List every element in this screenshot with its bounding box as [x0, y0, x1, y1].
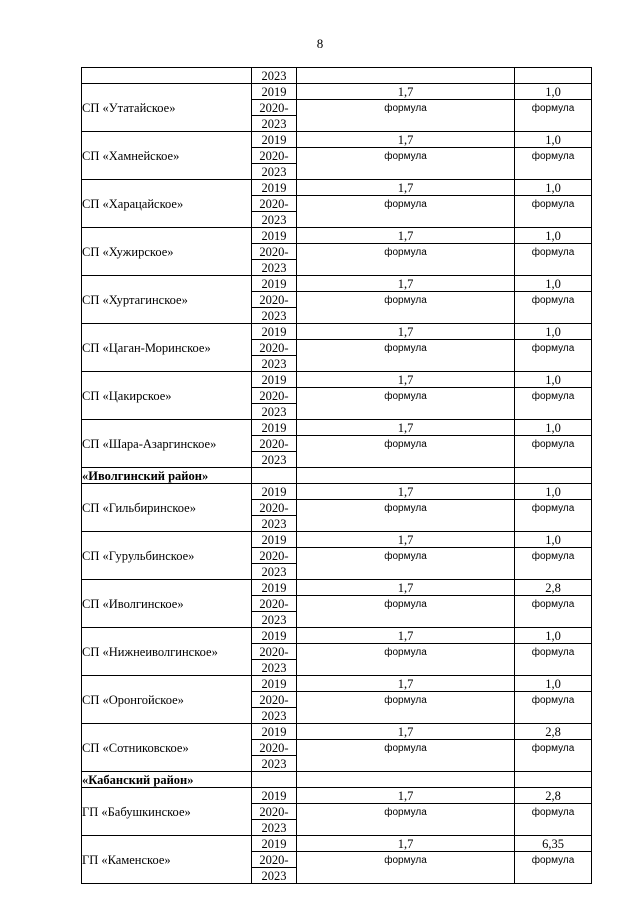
table-row [82, 420, 592, 436]
year-cell: 2020- [252, 292, 297, 308]
value-cell: 2,8 [515, 788, 592, 804]
year-cell: 2020- [252, 436, 297, 452]
formula-label: формула [384, 391, 427, 402]
formula-cell [515, 244, 592, 276]
value-cell: 1,7 [297, 324, 515, 340]
empty-cell [252, 468, 297, 484]
formula-cell [515, 340, 592, 372]
formula-label: формула [531, 743, 575, 754]
formula-label: формула [531, 503, 575, 514]
formula-cell [297, 692, 515, 724]
year-cell: 2020- [252, 548, 297, 564]
table-row [82, 532, 592, 548]
formula-cell [297, 244, 515, 276]
settlement-name: СП «Нижнеиволгинское» [82, 628, 252, 676]
value-cell [515, 68, 592, 84]
value-cell: 1,0 [515, 180, 592, 196]
formula-label: формула [531, 247, 575, 258]
formula-label: формула [531, 855, 575, 866]
formula-label: формула [384, 695, 427, 706]
year-cell: 2019 [252, 836, 297, 852]
page-number: 8 [316, 36, 324, 51]
formula-label: формула [531, 599, 575, 610]
formula-cell [297, 292, 515, 324]
year-cell: 2023 [252, 820, 297, 836]
value-cell [297, 68, 515, 84]
formula-cell [297, 852, 515, 884]
formula-label: формула [384, 743, 427, 754]
formula-label: формула [384, 295, 427, 306]
value-cell: 1,7 [297, 132, 515, 148]
settlement-name: СП «Цаган-Моринское» [82, 324, 252, 372]
region-row [82, 772, 592, 788]
value-cell: 1,0 [515, 84, 592, 100]
year-cell: 2019 [252, 372, 297, 388]
table-row [82, 628, 592, 644]
value-cell: 1,0 [515, 676, 592, 692]
empty-cell [297, 468, 515, 484]
year-cell: 2020- [252, 692, 297, 708]
formula-cell [297, 804, 515, 836]
formula-cell [515, 148, 592, 180]
year-cell: 2019 [252, 788, 297, 804]
year-cell: 2023 [252, 708, 297, 724]
formula-label: формула [531, 439, 575, 450]
table-row [82, 724, 592, 740]
table-row [82, 84, 592, 100]
value-cell: 1,0 [515, 484, 592, 500]
formula-label: формула [531, 295, 575, 306]
value-cell: 6,35 [515, 836, 592, 852]
table-row [82, 580, 592, 596]
year-cell: 2023 [252, 564, 297, 580]
empty-cell [515, 772, 592, 788]
settlement-name: ГП «Бабушкинское» [82, 788, 252, 836]
year-cell: 2023 [252, 452, 297, 468]
year-cell: 2020- [252, 596, 297, 612]
region-row [82, 468, 592, 484]
value-cell: 1,0 [515, 628, 592, 644]
year-cell: 2019 [252, 580, 297, 596]
table-row [82, 132, 592, 148]
settlement-name: СП «Шара-Азаргинское» [82, 420, 252, 468]
formula-label: формула [384, 343, 427, 354]
formula-cell [297, 196, 515, 228]
formula-cell [297, 644, 515, 676]
settlement-name: СП «Харацайское» [82, 180, 252, 228]
formula-label: формула [384, 551, 427, 562]
empty-cell [252, 772, 297, 788]
year-cell: 2019 [252, 724, 297, 740]
settlement-name: СП «Утатайское» [82, 84, 252, 132]
value-cell: 1,7 [297, 228, 515, 244]
settlement-name: СП «Хамнейское» [82, 132, 252, 180]
formula-cell [297, 740, 515, 772]
year-cell: 2019 [252, 532, 297, 548]
value-cell: 1,7 [297, 788, 515, 804]
value-cell: 1,7 [297, 484, 515, 500]
formula-cell [515, 436, 592, 468]
value-cell: 1,0 [515, 420, 592, 436]
year-cell: 2023 [252, 756, 297, 772]
formula-label: формула [384, 247, 427, 258]
formula-label: формула [384, 807, 427, 818]
table-row [82, 228, 592, 244]
formula-label: формула [384, 151, 427, 162]
formula-label: формула [531, 695, 575, 706]
formula-cell [515, 388, 592, 420]
year-cell: 2023 [252, 68, 297, 84]
formula-label: формула [384, 855, 427, 866]
table-row [82, 68, 592, 84]
year-cell: 2019 [252, 84, 297, 100]
year-cell: 2019 [252, 180, 297, 196]
formula-label: формула [384, 103, 427, 114]
formula-cell [515, 596, 592, 628]
year-cell: 2023 [252, 212, 297, 228]
formula-cell [515, 100, 592, 132]
formula-label: формула [531, 391, 575, 402]
formula-cell [297, 340, 515, 372]
formula-cell [515, 644, 592, 676]
settlement-name: СП «Гильбиринское» [82, 484, 252, 532]
year-cell: 2019 [252, 276, 297, 292]
value-cell: 1,0 [515, 324, 592, 340]
formula-cell [297, 148, 515, 180]
empty-cell [297, 772, 515, 788]
year-cell: 2019 [252, 484, 297, 500]
formula-cell [515, 804, 592, 836]
year-cell: 2023 [252, 660, 297, 676]
rates-table [81, 67, 592, 884]
formula-label: формула [531, 807, 575, 818]
formula-label: формула [531, 551, 575, 562]
formula-label: формула [384, 199, 427, 210]
settlement-name: СП «Хуртагинское» [82, 276, 252, 324]
formula-cell [297, 436, 515, 468]
settlement-name: СП «Иволгинское» [82, 580, 252, 628]
value-cell: 1,7 [297, 84, 515, 100]
year-cell: 2019 [252, 420, 297, 436]
settlement-name: СП «Сотниковское» [82, 724, 252, 772]
year-cell: 2020- [252, 388, 297, 404]
year-cell: 2023 [252, 356, 297, 372]
formula-cell [515, 500, 592, 532]
settlement-name: СП «Цакирское» [82, 372, 252, 420]
region-name: «Кабанский район» [82, 772, 252, 788]
table-row [82, 372, 592, 388]
value-cell: 1,7 [297, 836, 515, 852]
settlement-name: СП «Гурульбинское» [82, 532, 252, 580]
formula-label: формула [384, 503, 427, 514]
value-cell: 1,0 [515, 372, 592, 388]
table-row [82, 788, 592, 804]
year-cell: 2020- [252, 340, 297, 356]
year-cell: 2019 [252, 324, 297, 340]
year-cell: 2019 [252, 228, 297, 244]
formula-label: формула [531, 151, 575, 162]
value-cell: 1,7 [297, 276, 515, 292]
value-cell: 1,7 [297, 676, 515, 692]
formula-cell [515, 852, 592, 884]
formula-label: формула [531, 103, 575, 114]
value-cell: 1,0 [515, 132, 592, 148]
empty-cell [515, 468, 592, 484]
table-row [82, 836, 592, 852]
settlement-name: СП «Оронгойское» [82, 676, 252, 724]
formula-label: формула [531, 343, 575, 354]
year-cell: 2023 [252, 164, 297, 180]
value-cell: 1,7 [297, 180, 515, 196]
year-cell: 2020- [252, 852, 297, 868]
year-cell: 2020- [252, 500, 297, 516]
formula-label: формула [384, 647, 427, 658]
formula-label: формула [384, 599, 427, 610]
value-cell: 1,0 [515, 532, 592, 548]
formula-label: формула [531, 199, 575, 210]
year-cell: 2020- [252, 196, 297, 212]
value-cell: 1,7 [297, 724, 515, 740]
value-cell: 1,7 [297, 628, 515, 644]
formula-cell [515, 548, 592, 580]
value-cell: 1,0 [515, 228, 592, 244]
year-cell: 2020- [252, 644, 297, 660]
year-cell: 2019 [252, 628, 297, 644]
value-cell: 1,0 [515, 276, 592, 292]
year-cell: 2023 [252, 516, 297, 532]
settlement-name: ГП «Каменское» [82, 836, 252, 884]
year-cell: 2023 [252, 868, 297, 884]
value-cell: 1,7 [297, 532, 515, 548]
table-row [82, 276, 592, 292]
formula-cell [515, 692, 592, 724]
year-cell: 2023 [252, 612, 297, 628]
value-cell: 1,7 [297, 420, 515, 436]
year-cell: 2020- [252, 100, 297, 116]
year-cell: 2023 [252, 404, 297, 420]
formula-cell [515, 196, 592, 228]
year-cell: 2019 [252, 676, 297, 692]
year-cell: 2019 [252, 132, 297, 148]
formula-cell [515, 292, 592, 324]
region-name: «Иволгинский район» [82, 468, 252, 484]
formula-cell [297, 388, 515, 420]
formula-cell [297, 100, 515, 132]
value-cell: 1,7 [297, 580, 515, 596]
formula-cell [297, 596, 515, 628]
table-row [82, 180, 592, 196]
name-cell [82, 68, 252, 84]
value-cell: 1,7 [297, 372, 515, 388]
formula-cell [515, 740, 592, 772]
table-row [82, 324, 592, 340]
value-cell: 2,8 [515, 724, 592, 740]
formula-label: формула [531, 647, 575, 658]
formula-cell [297, 548, 515, 580]
year-cell: 2020- [252, 740, 297, 756]
year-cell: 2020- [252, 804, 297, 820]
value-cell: 2,8 [515, 580, 592, 596]
table-row [82, 484, 592, 500]
formula-label: формула [384, 439, 427, 450]
formula-cell [297, 500, 515, 532]
year-cell: 2023 [252, 116, 297, 132]
year-cell: 2023 [252, 308, 297, 324]
table-row [82, 676, 592, 692]
year-cell: 2023 [252, 260, 297, 276]
rates-table-body [82, 68, 592, 884]
year-cell: 2020- [252, 148, 297, 164]
year-cell: 2020- [252, 244, 297, 260]
settlement-name: СП «Хужирское» [82, 228, 252, 276]
